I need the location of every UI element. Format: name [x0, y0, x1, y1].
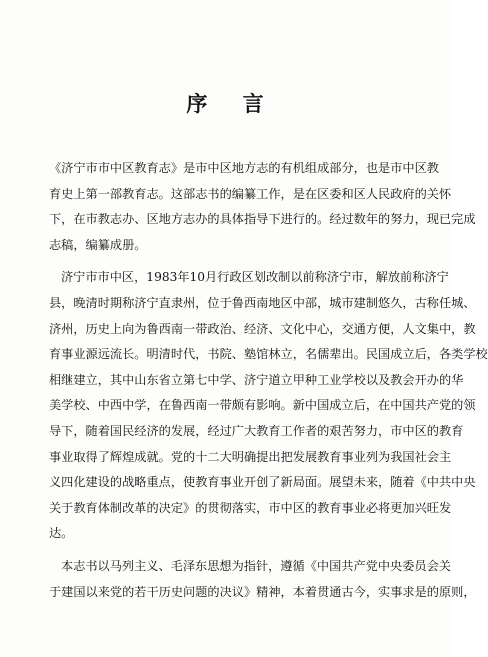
paragraph-1 — [49, 156, 476, 258]
preface-body — [49, 156, 488, 612]
text-line: 《济宁市市中区教育志》是市中区地方志的有机组成部分，也是市中区教 — [49, 161, 439, 175]
paragraph-2 — [49, 265, 488, 547]
text-line: 本志书以马列主义、毛泽东思想为指针，遵循《中国共产党中央委员会关 — [61, 558, 451, 573]
text-line: 县，晚清时期称济宁直隶州，位于鲁西南地区中部，城市建制悠久，古称任城、 — [49, 295, 476, 310]
text-line: 达。 — [49, 526, 74, 541]
page-title: 序 言 — [186, 91, 278, 116]
text-line: 关于教育体制改革的决定》的贯彻落实，市中区的教育事业必将更加兴旺发 — [49, 500, 452, 515]
text-line: 事业取得了辉煌成就。党的十二大明确提出把发展教育事业列为我国社会主 — [49, 449, 452, 464]
text-line: 于建国以来党的若干历史问题的决议》精神，本着贯通古今，实事求是的原则， — [49, 584, 476, 599]
text-line: 济州，历史上向为鲁西南一带政治、经济、文化中心，交通方便，人文集中，教 — [49, 321, 476, 336]
text-line: 义四化建设的战略重点，使教育事业开创了新局面。展望未来，随着《中共中央 — [49, 475, 476, 490]
paragraph-3 — [49, 554, 476, 605]
text-line: 志稿，编纂成册。 — [49, 237, 147, 252]
text-line: 育史上第一部教育志。这部志书的编纂工作，是在区委和区人民政府的关怀 — [49, 186, 452, 201]
text-line: 相继建立，其中山东省立第七中学、济宁道立甲种工业学校以及教会开办的华 — [49, 372, 464, 387]
text-line: 美学校、中西中学，在鲁西南一带颇有影响。新中国成立后，在中国共产党的领 — [49, 398, 476, 413]
text-line: 导下，随着国民经济的发展，经过广大教育工作者的艰苦努力，市中区的教育 — [49, 423, 464, 438]
text-line: 济宁市市中区，1983年10月行政区划改制以前称济宁市，解放前称济宁 — [61, 270, 449, 285]
text-line: 下，在市教志办、区地方志办的具体指导下进行的。经过数年的努力，现已完成 — [49, 212, 476, 227]
text-line: 育事业源远流长。明清时代，书院、塾馆林立，名儒辈出。民国成立后，各类学校 — [49, 347, 488, 362]
